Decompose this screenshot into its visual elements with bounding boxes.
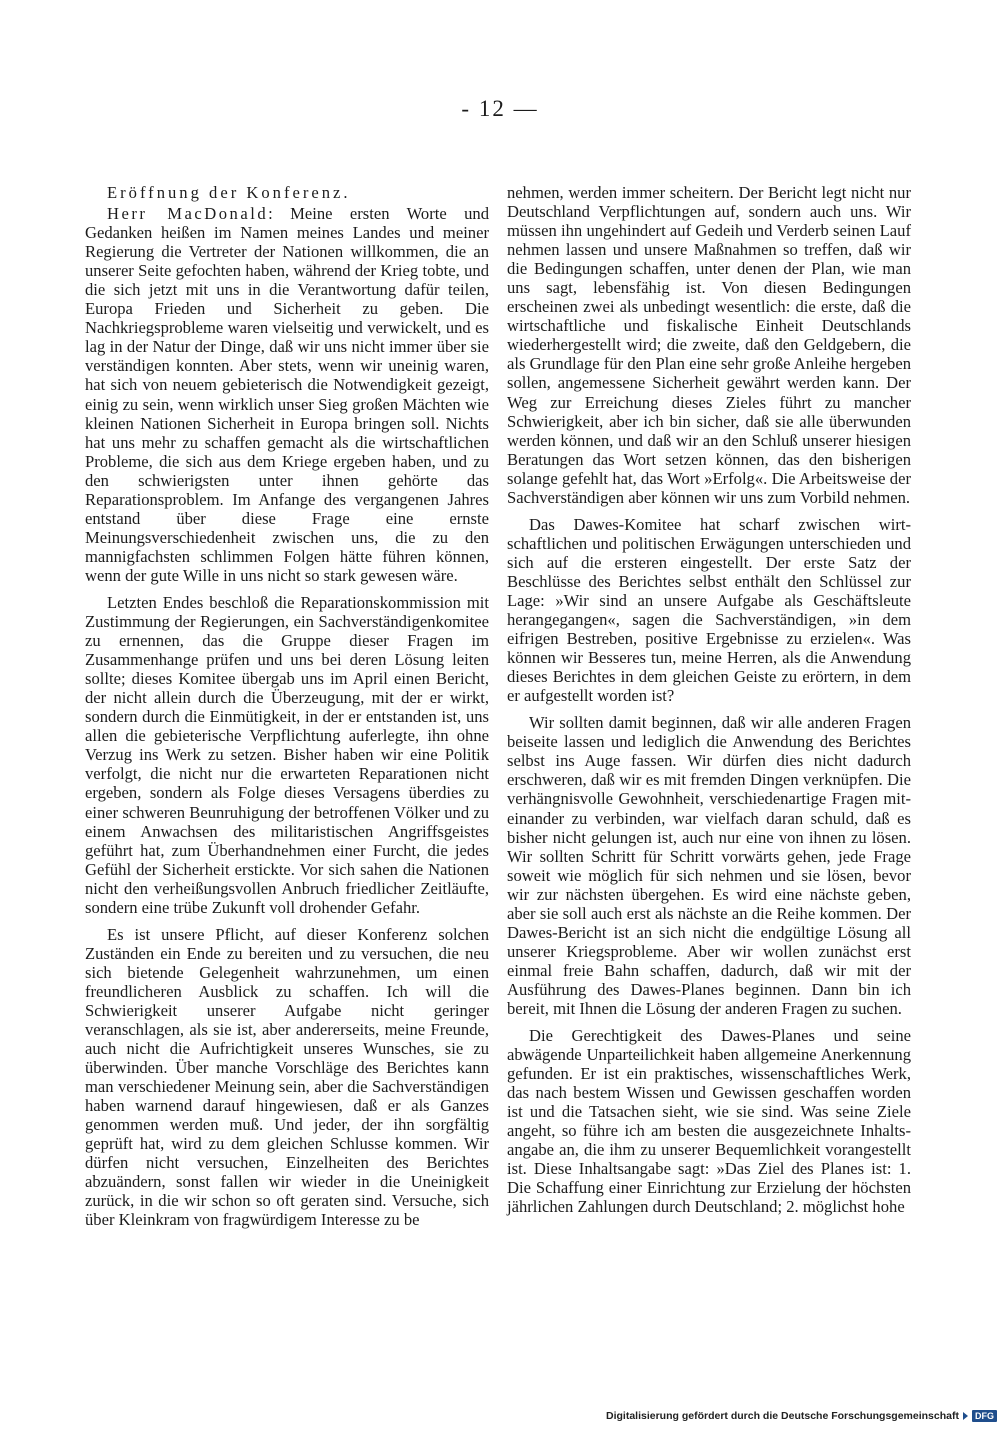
left-column [85,183,489,1238]
paragraph [85,204,489,585]
page-number: - 12 — [461,96,539,121]
paragraph: Es ist unsere Pflicht, auf dieser Konferenz solchen Zuständen ein Ende zu bereiten und zu versuchen, die neu sich bietende Gelegenheit wahrzunehmen, um einen freundlicheren Ausblick zu schaffen. Ich will die Schwierigkeit unserer Aufgabe nicht geringer veranschlagen, als sie ist, aber andererseits, meine Freunde, auch nicht die Aufrichtigkeit unseres Wunsches, sie zu überwinden. Über manche Vorschläge des Berichtes kann man verschiedener Meinung sein, aber die Sachverständigen haben warnend darauf hingewiesen, daß er als Ganzes genommen werden muß. Und jeder, der ihn sorgfältig geprüft hat, wird zu dem gleichen Schlusse kommen. Wir dürfen nicht versuchen, Einzelheiten des Berichtes abzuändern, sonst fallen wir wieder in die Uneinigkeit zurück, in die wir schon so oft geraten sind. Versuche, sich über Kleinkram von fragwürdigem Interesse zu be [85,924,489,1230]
digitization-footer [606,1410,997,1422]
paragraph: Das Dawes-Komitee hat scharf zwischen wirtschaftlichen und politischen Erwägungen unterschieden und sich auf die ersteren eingestellt. Der erste Satz der Beschlüsse des Berichtes selbst enthält den Schlüssel zur Lage: »Wir sind an unsere Aufgabe als Geschäftsleute herangegangen«, sagen die Sachverständigen, »in dem eifrigen Bestreben, positive Ergebnisse zu erzielen«. Was können wir Besseres tun, meine Herren, als die Anwendung dieses Berichtes in dem gleichen Geiste zu erörtern, in dem er aufgestellt worden ist? [507,514,911,706]
speaker-name: Herr MacDonald [107,204,269,224]
paragraph-text: : Meine ersten Worte und Gedanken heißen im Namen meines Landes und meiner Regierung die Vertreter der Nationen willkommen, die an unserer Seite gefochten haben, während der Krieg tobte, und die sich jetzt mit uns in die Verantwortung dafür teilen, Europa Frieden und Sicherheit zu geben. Die Nachkriegsprobleme waren vielseitig und verwickelt, und es lag in der Natur der Dinge, daß wir uns nicht immer über sie verständigen konnten. Aber stets, wenn wir uneinig waren, hat sich von neuem gebieterisch die Notwendigkeit gezeigt, einig zu sein, wenn wirklich unser Sieg großen Mächten wie kleinen Nationen Sicherheit in Europa bringen soll. Nichts hat uns mehr zu schaffen gemacht als die wirtschaftlichen Probleme, die sich aus dem Kriege ergeben haben, und zu den schwierigsten unter ihnen gehörte das Reparationsproblem. Im Anfange des vergangenen Jahres entstand über diese Frage eine ernste Meinungsverschiedenheit zwischen uns, die zu den mannigfachsten schlimmen Folgen hätte führen können, wenn der gute Wille in uns nicht so stark gewesen wäre. [85,204,489,585]
paragraph: Wir sollten damit beginnen, daß wir alle anderen Fragen beiseite lassen und lediglich die Anwendung des Berichtes selbst ins Auge fassen. Wir dürfen dies nicht dadurch erschweren, daß wir es mit fremden Dingen verknüpfen. Die verhängnisvolle Gewohnheit, verschiedenartige Fragen miteinander zu verbinden, war vielfach daran schuld, daß es bisher nicht gelungen ist, auch nur eine von ihnen zu lösen. Wir sollten Schritt für Schritt vorwärts gehen, jede Frage soweit wie möglich für sich nehmen und sie lösen, bevor wir zur nächsten übergehen. Es wird eine nächste geben, aber sie soll auch erst als nächste an die Reihe kommen. Der Dawes-Bericht ist an sich nicht die endgültige Lösung all unserer Kriegsprobleme. Aber wir wollen zunächst erst einmal freie Bahn schaffen, dadurch, daß wir mit der Ausführung des Dawes-Planes beginnen. Dann bin ich bereit, mit Ihnen die Lösung der anderen Fragen zu suchen. [507,713,911,1018]
paragraph-continued: nehmen, werden immer scheitern. Der Bericht legt nicht nur Deutschland Verpflichtungen auf, sondern auch uns. Wir müssen ihn ungehindert auf Gedeih und Verderb seinen Lauf nehmen lassen und unsere Maßnahmen so treffen, daß wir die Bedingungen schaffen, unter denen der Plan, wie man uns sagt, lebensfähig ist. Von diesen Bedingungen erscheinen zwei als unbedingt wesentlich: die erste, daß die wirtschaftliche und fiskalische Einheit Deutschlands wiederhergestellt wird; die zweite, daß den Geldgebern, die als Grundlage für den Plan eine sehr große Anleihe hergeben sollen, angemessene Sicherheit gewährt werden kann. Der Weg zur Erreichung dieses Zieles führt zu mancher Schwierigkeit, aber ich bin sicher, daß sie alle überwunden werden können, und daß wir an den Schluß unserer hiesigen Beratungen das Wort setzen können, das den bisherigen solange gefehlt hat, das Wort »Erfolg«. Die Arbeitsweise der Sachverständigen aber können wir uns zum Vorbild nehmen. [507,183,911,507]
right-column [507,183,911,1224]
footer-text: Digitalisierung gefördert durch die Deutsche Forschungsgemeinschaft [606,1410,959,1422]
paragraph: Letzten Endes beschloß die Reparationskommission mit Zustimmung der Regierungen, ein Sachverständigenkomitee zu ernennen, das die Gruppe dieser Fragen im Zusammenhange prüfen und uns bei deren Lösung leiten sollte; dieses Komitee übergab uns im April einen Bericht, der nicht allein durch die Überzeugung, mit der er wirkt, sondern durch die Einmütigkeit, in der er entstanden ist, uns allen die gebieterische Verpflichtung auferlegte, ihn ohne Verzug ins Werk zu setzen. Bisher haben wir eine Politik verfolgt, die nicht nur die erwarteten Reparationen nicht ergeben, sondern als Folge dieses Versagens überdies zu einer schweren Beunruhigung der betroffenen Völker und zu einem Anwachsen des militaristischen Angriffsgeistes geführt hat, zum Überhandnehmen einer Furcht, die jedes Gefühl der Sicherheit erstickte. Vor sich sahen die Nationen nicht den verheißungsvollen Anbruch friedlicher Zeitläufte, sondern eine trübe Zukunft voll drohender Gefahr. [85,592,489,917]
arrow-icon [963,1412,968,1420]
paragraph: Die Gerechtigkeit des Dawes-Planes und seine abwägende Unparteilichkeit haben allgemeine Anerkennung gefunden. Er ist ein praktisches, wissenschaftliches Werk, das nach bestem Wissen und Gewissen geschaffen worden ist und die Tatsachen sieht, wie sie sind. Was seine Ziele angeht, so führe ich am besten die ausgezeichnete Inhaltsangabe an, die ihm zu unserer Bequemlichkeit vorangestellt ist. Diese Inhaltsangabe sagt: »Das Ziel des Planes ist: 1. Die Schaffung einer Einrichtung zur Erzielung der höchsten jährlichen Zahlungen durch Deutschland; 2. möglichst hohe [507,1026,911,1217]
dfg-logo: DFG [972,1410,997,1422]
section-heading: Eröffnung der Konferenz. [107,183,351,202]
